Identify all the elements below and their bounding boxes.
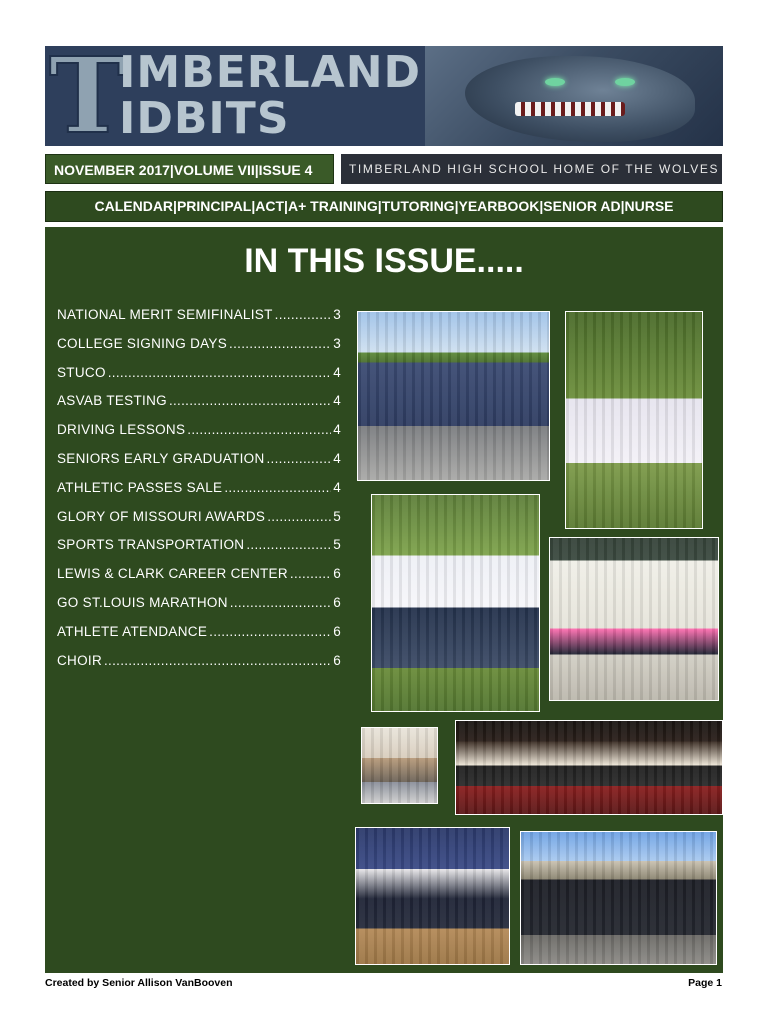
section-nav-bar: CALENDAR|PRINCIPAL|ACT|A+ TRAINING|TUTORING|YEARBOOK|SENIOR AD|NURSE [45,191,723,222]
photo-cross-country-runners [565,311,703,529]
toc-page: 6 [333,623,341,639]
toc-title: GLORY OF MISSOURI AWARDS [57,508,266,524]
toc-item [57,451,341,480]
toc-item [57,624,341,653]
toc-page: 6 [333,566,341,582]
photo-students-with-poster [549,537,719,701]
toc-page: 3 [333,307,341,322]
toc-title: SENIORS EARLY GRADUATION [57,450,265,466]
toc-leader [209,624,331,639]
masthead-title-line2: IDBITS [119,93,290,144]
toc-item [57,393,341,422]
toc-title: ATHLETE ATENDANCE [57,623,208,639]
wolf-eye-left [545,78,565,86]
footer-page-number: Page 1 [688,977,722,989]
photo-texture [358,312,549,480]
toc-title: ASVAB TESTING [57,393,167,409]
wolf-eye-right [615,78,635,86]
toc-item [57,595,341,624]
toc-item [57,537,341,566]
footer-credit: Created by Senior Allison VanBooven [45,977,233,989]
toc-leader [267,509,331,524]
toc-page: 4 [333,422,341,438]
photo-student-group-outdoors [357,311,550,481]
toc-item [57,653,341,682]
toc-title: LEWIS & CLARK CAREER CENTER [57,566,288,582]
toc-leader [104,653,331,668]
toc-item [57,336,341,365]
toc-leader [169,393,331,408]
toc-page: 3 [333,335,341,351]
masthead-title-line1: IMBERLAND [119,47,422,98]
toc-item [57,307,341,336]
photo-small-group [361,727,438,804]
toc-leader [246,537,331,552]
photo-texture [362,728,437,803]
toc-item [57,365,341,394]
wolf-head-shape [465,56,695,142]
toc-page: 6 [333,594,341,610]
masthead-big-letter: T [49,46,127,146]
toc-page: 6 [333,652,341,668]
toc-title: CHOIR [57,652,102,668]
school-name-bar: TIMBERLAND HIGH SCHOOL HOME OF THE WOLVES [341,154,722,184]
toc-item [57,422,341,451]
photo-three-students-standing [371,494,540,712]
toc-leader [267,451,332,466]
toc-leader [187,422,331,437]
toc-leader [290,566,331,581]
masthead-title [45,46,425,146]
toc-leader [229,336,331,351]
toc-title: COLLEGE SIGNING DAYS [57,335,228,351]
toc-title: SPORTS TRANSPORTATION [57,537,245,553]
issue-info-bar: NOVEMBER 2017|VOLUME VII|ISSUE 4 [45,154,334,184]
photo-texture [566,312,702,528]
toc-page: 4 [333,479,341,495]
in-this-issue-heading: IN THIS ISSUE..... [244,242,524,280]
toc-leader [224,480,331,495]
photo-large-student-group [520,831,717,965]
toc-leader [275,307,332,322]
toc-item [57,509,341,538]
toc-page: 5 [333,537,341,553]
wolf-mascot-image [425,46,723,146]
photo-texture [550,538,718,700]
toc-title: STUCO [57,364,106,380]
main-panel [45,227,723,973]
toc-title: DRIVING LESSONS [57,422,186,438]
toc-item [57,480,341,509]
wolf-teeth [515,102,625,116]
masthead [45,46,723,146]
photo-volleyball-team [355,827,510,965]
photo-awards-group-stage [455,720,723,815]
toc-leader [108,365,331,380]
toc-title: ATHLETIC PASSES SALE [57,479,223,495]
toc-page: 5 [333,508,341,524]
table-of-contents [57,307,341,681]
photo-texture [456,721,722,814]
photo-texture [372,495,539,711]
photo-texture [356,828,509,964]
toc-page: 4 [333,364,341,380]
toc-item [57,566,341,595]
toc-title: NATIONAL MERIT SEMIFINALIST [57,307,273,322]
toc-leader [230,595,331,610]
photo-texture [521,832,716,964]
toc-page: 4 [333,393,341,409]
toc-page: 4 [333,450,341,466]
toc-title: GO ST.LOUIS MARATHON [57,594,228,610]
